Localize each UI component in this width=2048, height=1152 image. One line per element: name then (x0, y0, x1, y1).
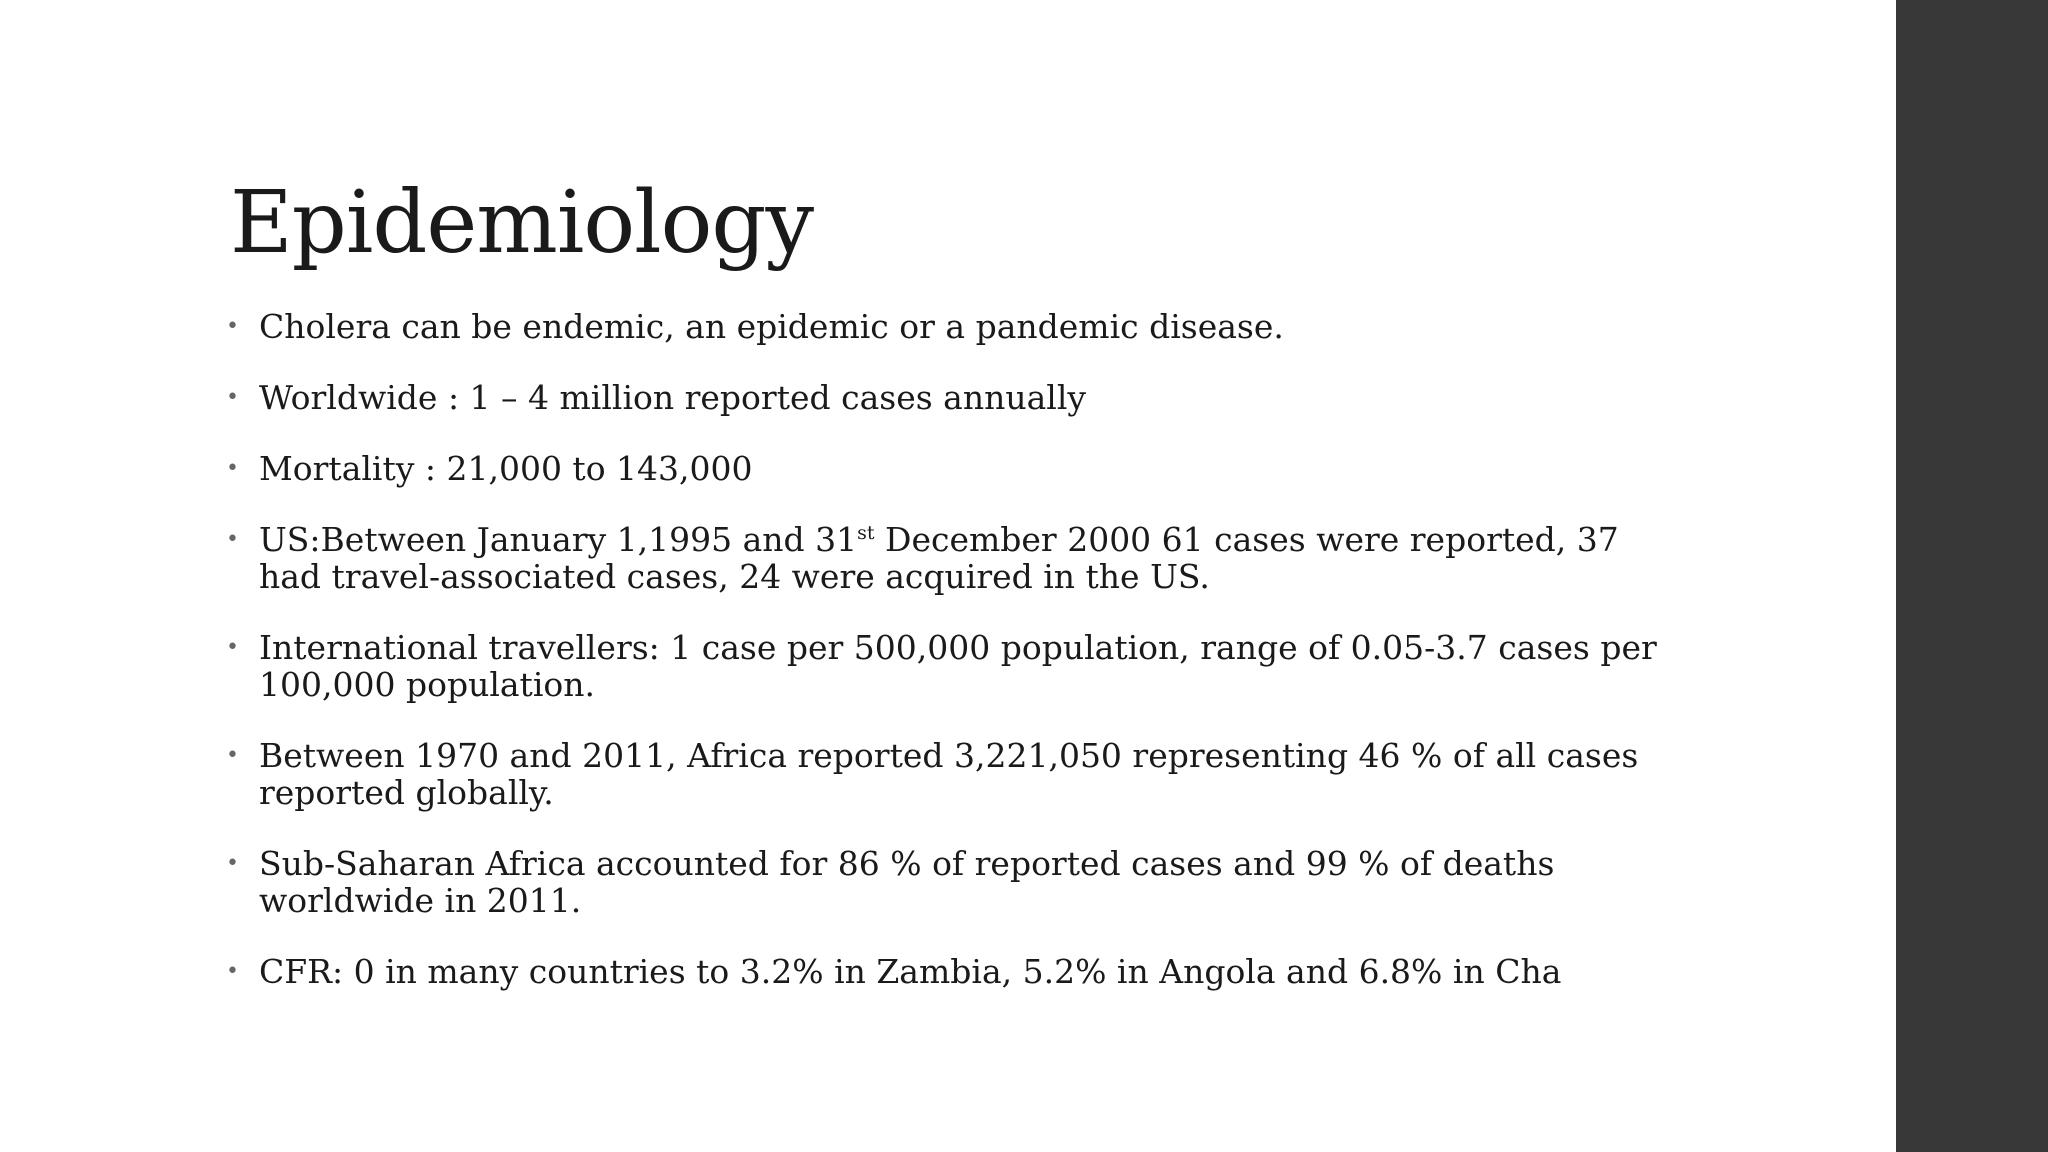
bullet-text: Sub-Saharan Africa accounted for 86 % of reported cases and 99 % of deaths worldwide in 2011. (259, 844, 1555, 920)
bullet-item-worldwide (222, 379, 1682, 416)
decorative-sidebar (1896, 0, 2048, 1152)
bullet-dot-icon: • (226, 527, 239, 552)
bullet-item-endemic (222, 308, 1682, 345)
bullet-item-africa (222, 737, 1682, 811)
bullet-text: Worldwide : 1 – 4 million reported cases annually (259, 378, 1087, 417)
bullet-item-sub-saharan (222, 845, 1682, 919)
bullet-text: International travellers: 1 case per 500,000 population, range of 0.05-3.7 cases per 100,000 population. (259, 628, 1657, 704)
ordinal-superscript: st (857, 522, 875, 544)
bullet-dot-icon: • (226, 635, 239, 660)
bullet-text-part: US:Between January 1,1995 and 31 (259, 520, 858, 559)
bullet-text (259, 520, 1619, 596)
bullet-text: CFR: 0 in many countries to 3.2% in Zambia, 5.2% in Angola and 6.8% in Cha (259, 952, 1562, 991)
bullet-dot-icon: • (226, 385, 239, 410)
bullet-text: Cholera can be endemic, an epidemic or a pandemic disease. (259, 307, 1284, 346)
bullet-item-cfr (222, 953, 1682, 990)
bullet-dot-icon: • (226, 456, 239, 481)
bullet-dot-icon: • (226, 314, 239, 339)
bullet-item-mortality (222, 450, 1682, 487)
bullet-list (222, 308, 1682, 1024)
bullet-text-part: December 2000 61 cases were reported, 37 had travel-associated cases, 24 were acquired in the US. (259, 520, 1619, 596)
slide-title: Epidemiology (230, 173, 814, 273)
bullet-item-travellers (222, 629, 1682, 703)
bullet-dot-icon: • (226, 959, 239, 984)
bullet-text: Mortality : 21,000 to 143,000 (259, 449, 753, 488)
bullet-item-us-cases (222, 521, 1682, 595)
bullet-dot-icon: • (226, 851, 239, 876)
bullet-text: Between 1970 and 2011, Africa reported 3,221,050 representing 46 % of all cases reported globally. (259, 736, 1639, 812)
bullet-dot-icon: • (226, 743, 239, 768)
